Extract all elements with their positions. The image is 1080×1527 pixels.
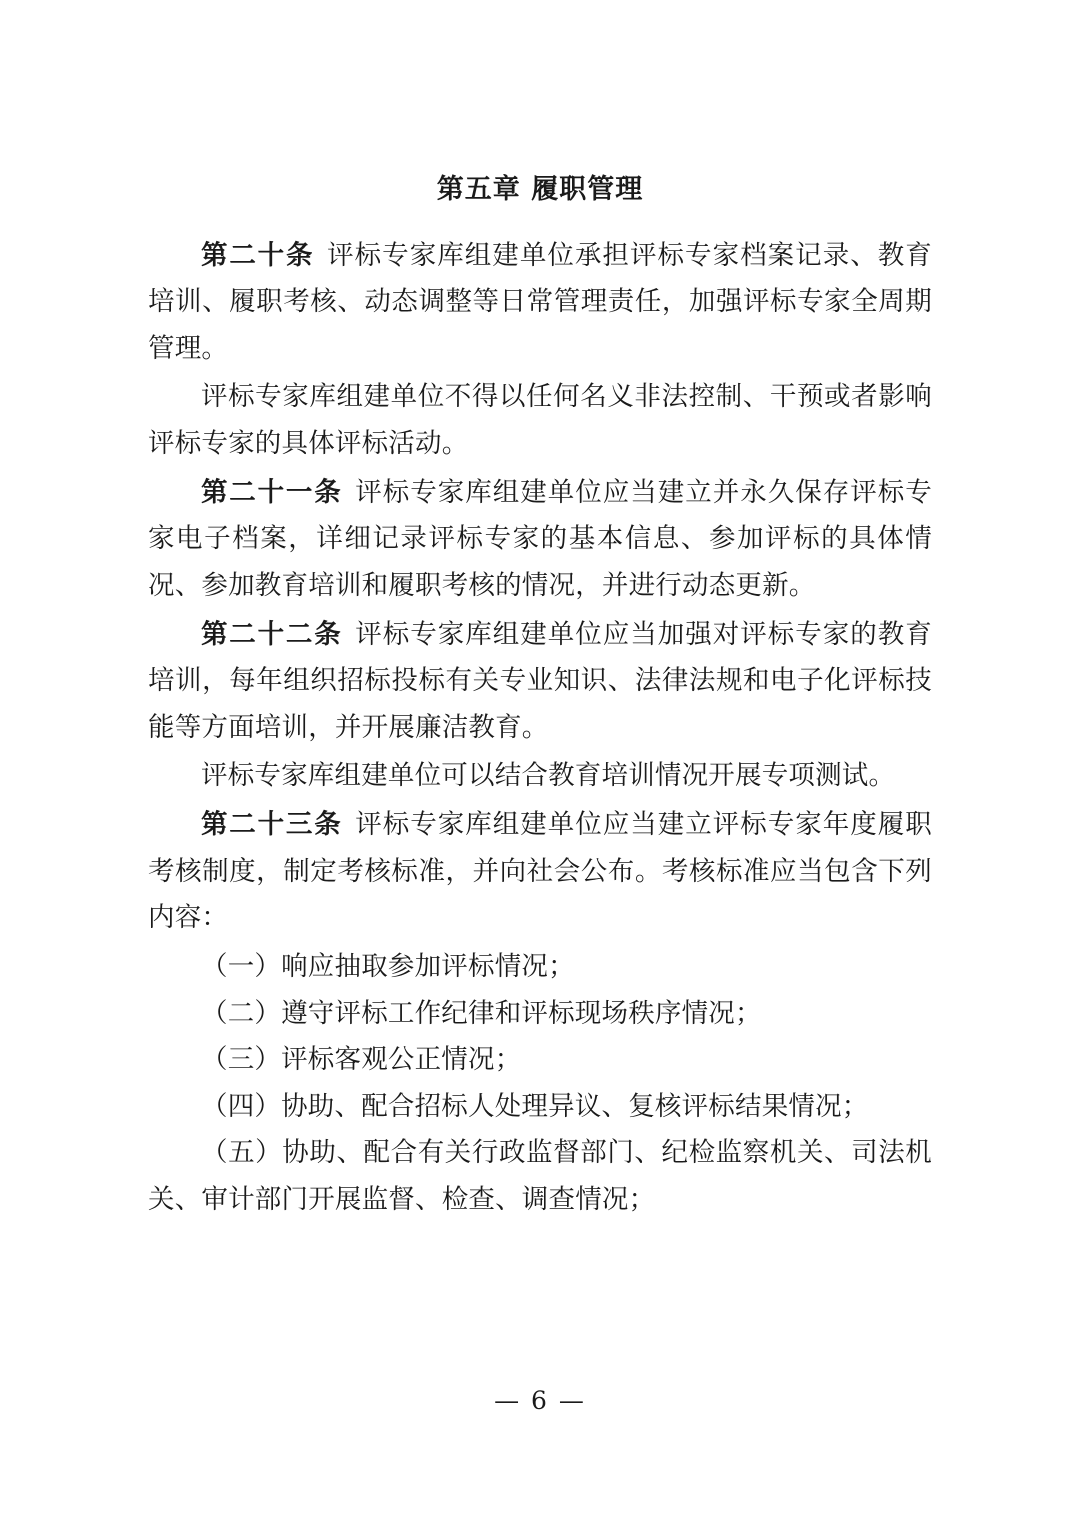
article-paragraph [148,233,932,373]
article-body: 评标专家库组建单位应当建立并永久保存评标专家电子档案，详细记录评标专家的基本信息、参加评标的具体情况、参加教育培训和履职考核的情况，并进行动态更新。 [148,476,932,601]
article-number: 第二十二条 [201,618,343,650]
list-item: （四）协助、配合招标人处理异议、复核评标结果情况； [201,1090,869,1122]
list-item: （五）协助、配合有关行政监督部门、纪检监察机关、司法机关、审计部门开展监督、检查、调查情况； [148,1137,932,1215]
list-item: （三）评标客观公正情况； [201,1044,522,1076]
article-paragraph [148,612,932,752]
article-paragraph [148,802,932,942]
article-paragraph [148,753,932,800]
article-body: 评标专家库组建单位应当建立评标专家年度履职考核制度，制定考核标准，并向社会公布。考核标准应当包含下列内容： [148,809,932,934]
list-item: （二）遵守评标工作纪律和评标现场秩序情况； [201,997,762,1029]
article-body: 评标专家库组建单位可以结合教育培训情况开展专项测试。 [201,760,896,792]
chapter-heading: 第五章 履职管理 [436,174,644,205]
article-paragraph [148,470,932,610]
article-number: 第二十一条 [201,476,343,508]
article-body: 评标专家库组建单位应当加强对评标专家的教育培训，每年组织招标投标有关专业知识、法律法规和电子化评标技能等方面培训，并开展廉洁教育。 [148,618,932,743]
article-number: 第二十三条 [201,809,343,840]
article-body: 评标专家库组建单位承担评标专家档案记录、教育培训、履职考核、动态调整等日常管理责任，加强评标专家全周期管理。 [148,239,933,364]
article-paragraph [148,374,932,467]
page-number: — 6 — [494,1386,586,1415]
article-number: 第二十条 [201,239,315,271]
article-body: 评标专家库组建单位不得以任何名义非法控制、干预或者影响评标专家的具体评标活动。 [148,381,932,459]
list-item: （一）响应抽取参加评标情况； [201,950,575,982]
